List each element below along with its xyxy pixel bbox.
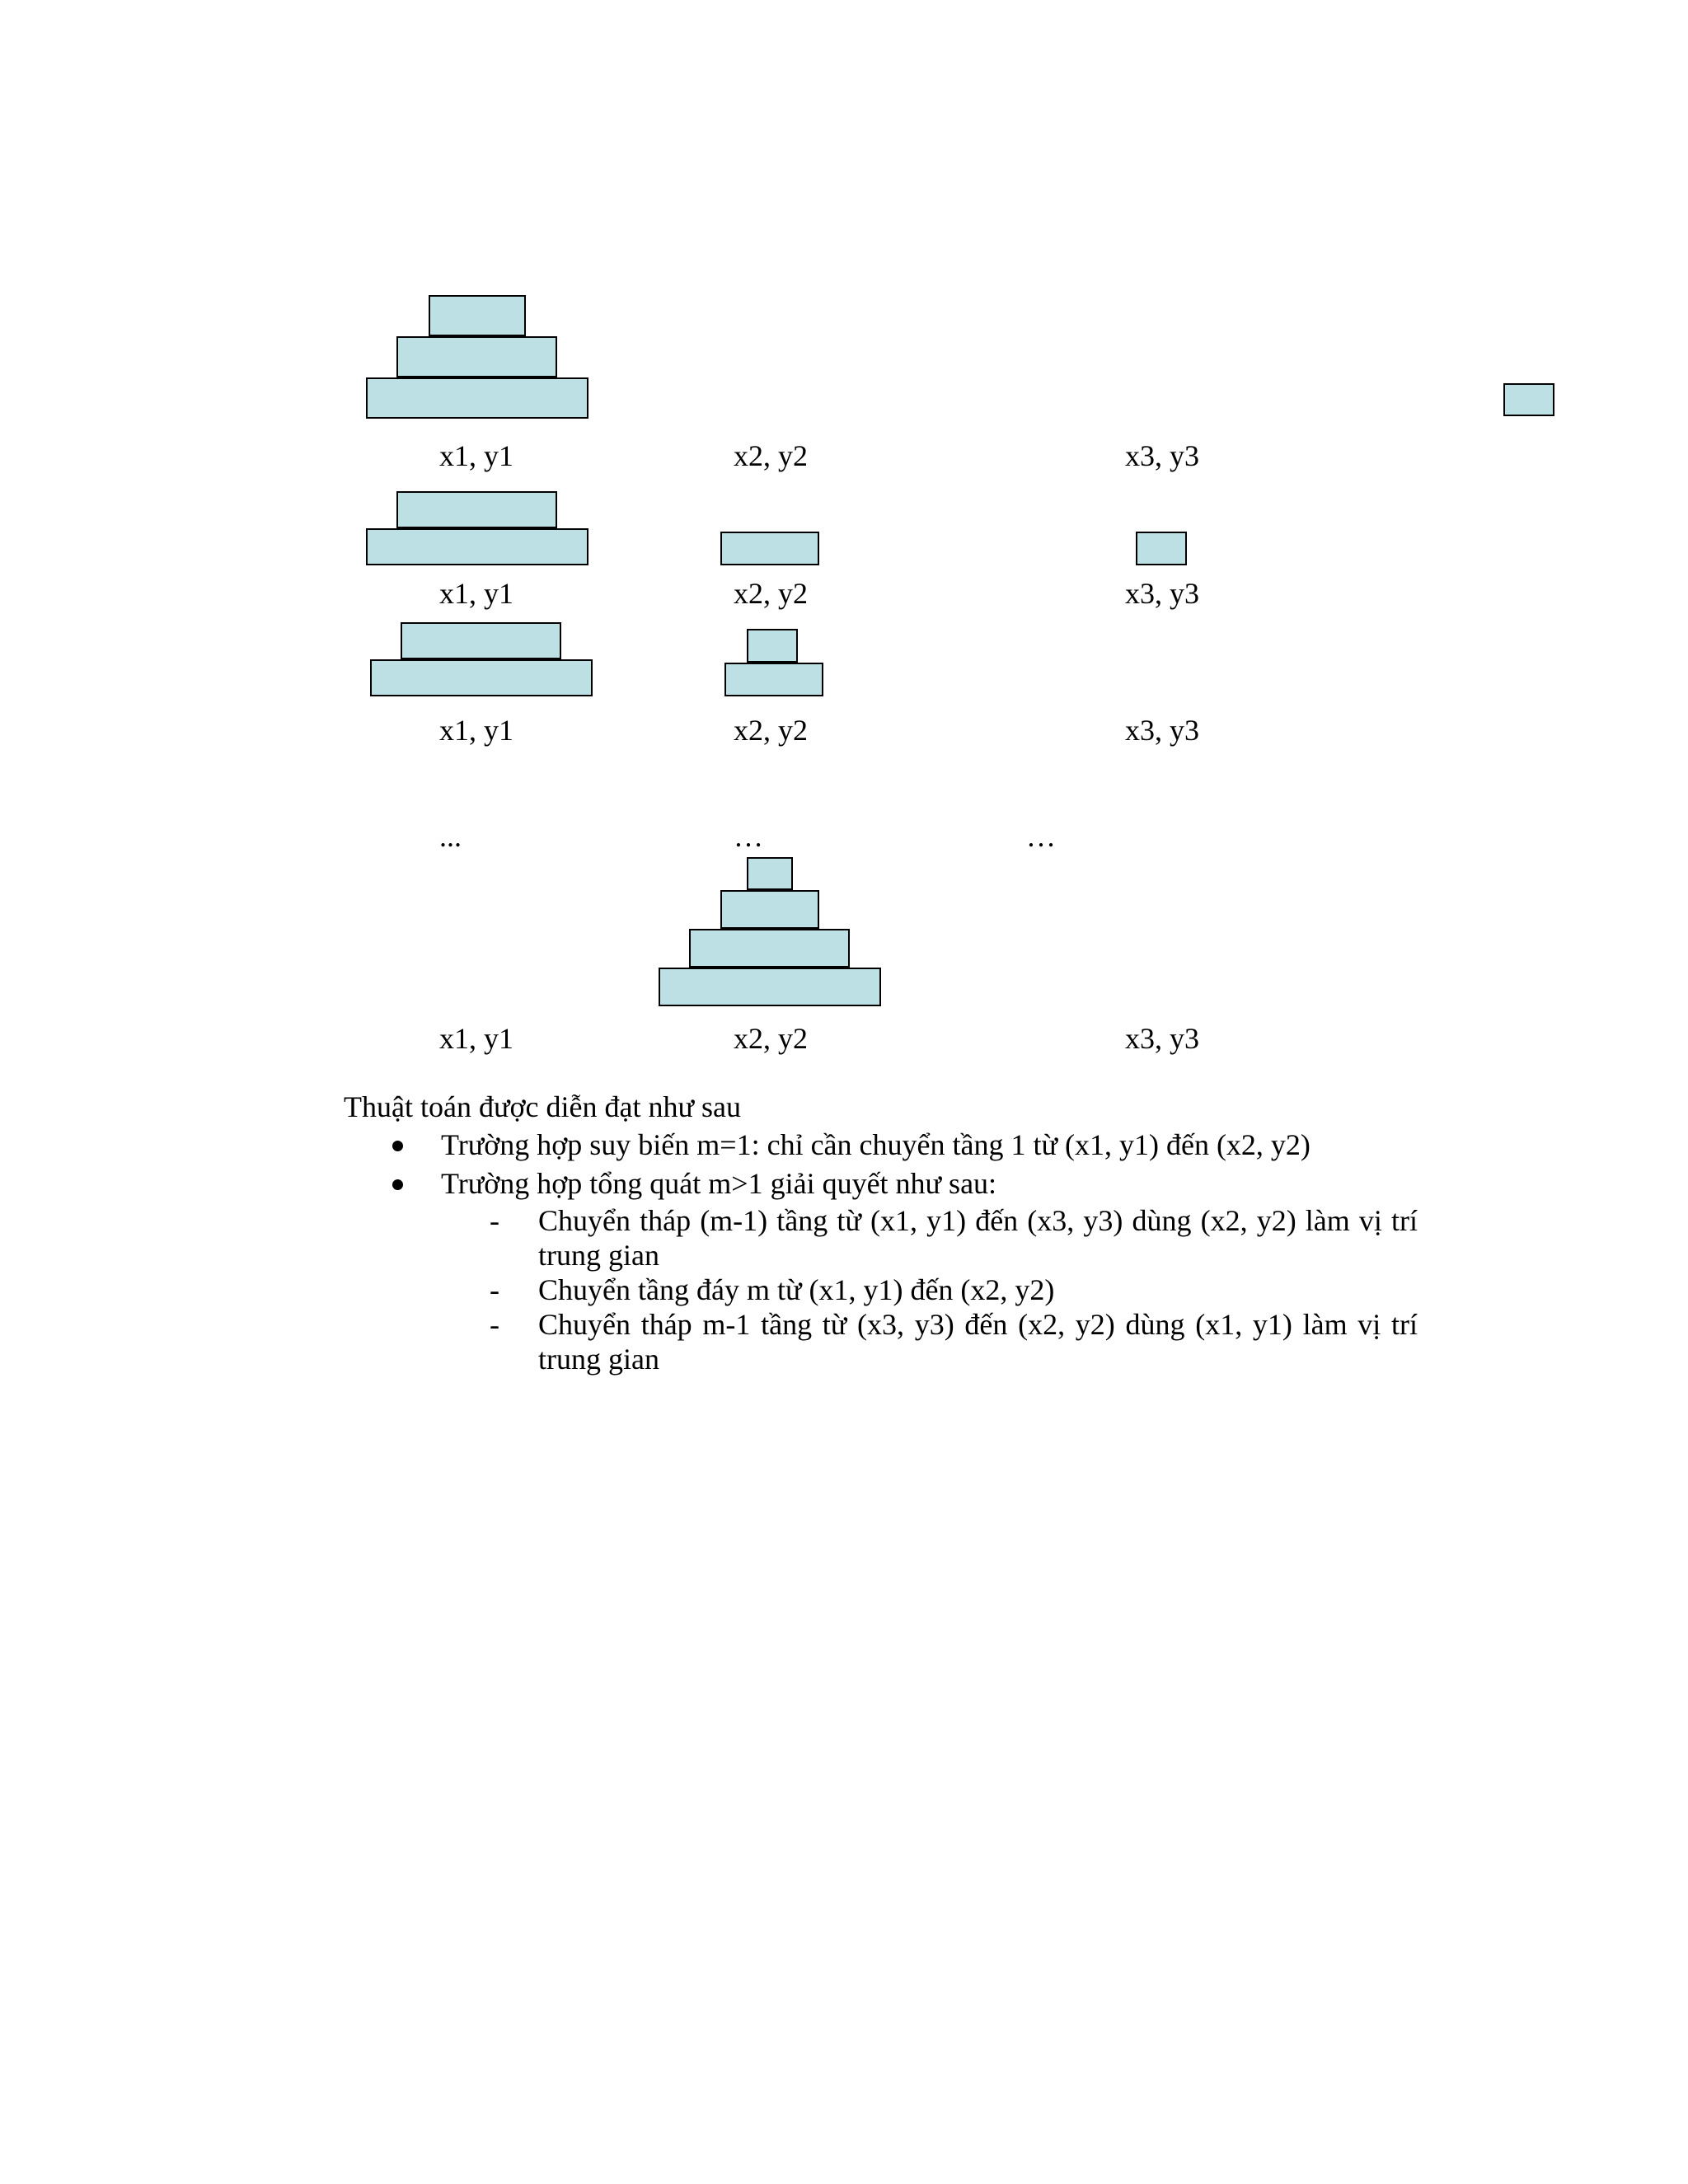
final-tower2-disk-3 — [689, 929, 850, 968]
bullet-icon — [392, 1179, 403, 1190]
stage1-tower1-disk-small — [429, 295, 526, 336]
stage2-tower2-disk — [720, 532, 819, 565]
step-2: Chuyển tầng đáy m từ (x1, y1) đến (x2, y2) — [538, 1273, 1055, 1306]
stage2-tower1-disk-medium — [396, 491, 557, 528]
stage3-label-pos2: x2, y2 — [734, 714, 808, 747]
ellipsis-col1: ... — [439, 820, 462, 853]
stage3-tower1-disk-large — [370, 659, 593, 696]
stage2-tower1-disk-large — [366, 528, 588, 565]
step-3-line2: trung gian — [538, 1343, 659, 1376]
bullet-general-case: Trường hợp tổng quát m>1 giải quyết như sau: — [441, 1167, 997, 1200]
step-3-line1: Chuyển tháp m-1 tầng từ (x3, y3) đến (x2, y2) dùng (x1, y1) làm vị trí — [538, 1308, 1418, 1341]
final-label-pos2: x2, y2 — [734, 1022, 808, 1055]
ellipsis-col3: … — [1026, 820, 1056, 853]
dash-icon: - — [490, 1308, 499, 1341]
dash-icon: - — [490, 1273, 499, 1306]
stage1-extra-disk — [1503, 383, 1554, 416]
stage3-tower2-disk-small — [747, 629, 798, 663]
step-1-line2: trung gian — [538, 1239, 659, 1272]
ellipsis-col2: … — [734, 820, 763, 853]
stage1-tower1-disk-large — [366, 377, 588, 419]
bullet-degenerate-case: Trường hợp suy biến m=1: chỉ cần chuyển tầng 1 từ (x1, y1) đến (x2, y2) — [441, 1128, 1311, 1161]
stage1-label-pos2: x2, y2 — [734, 439, 808, 472]
step-1-line1: Chuyển tháp (m-1) tầng từ (x1, y1) đến (x3, y3) dùng (x2, y2) làm vị trí — [538, 1204, 1418, 1237]
final-label-pos1: x1, y1 — [439, 1022, 513, 1055]
stage3-label-pos3: x3, y3 — [1125, 714, 1199, 747]
final-tower2-disk-4 — [659, 968, 881, 1006]
stage3-label-pos1: x1, y1 — [439, 714, 513, 747]
stage2-label-pos3: x3, y3 — [1125, 577, 1199, 610]
final-label-pos3: x3, y3 — [1125, 1022, 1199, 1055]
stage2-tower3-disk — [1136, 532, 1187, 565]
bullet-icon — [392, 1141, 403, 1151]
stage3-tower2-disk-medium — [724, 663, 823, 696]
stage3-tower1-disk-medium — [401, 622, 561, 659]
dash-icon: - — [490, 1204, 499, 1237]
stage2-label-pos2: x2, y2 — [734, 577, 808, 610]
stage1-tower1-disk-medium — [396, 336, 557, 377]
final-tower2-disk-2 — [720, 890, 819, 929]
algorithm-intro: Thuật toán được diễn đạt như sau — [344, 1090, 741, 1123]
stage1-label-pos3: x3, y3 — [1125, 439, 1199, 472]
final-tower2-disk-1 — [747, 857, 793, 890]
stage2-label-pos1: x1, y1 — [439, 577, 513, 610]
stage1-label-pos1: x1, y1 — [439, 439, 513, 472]
